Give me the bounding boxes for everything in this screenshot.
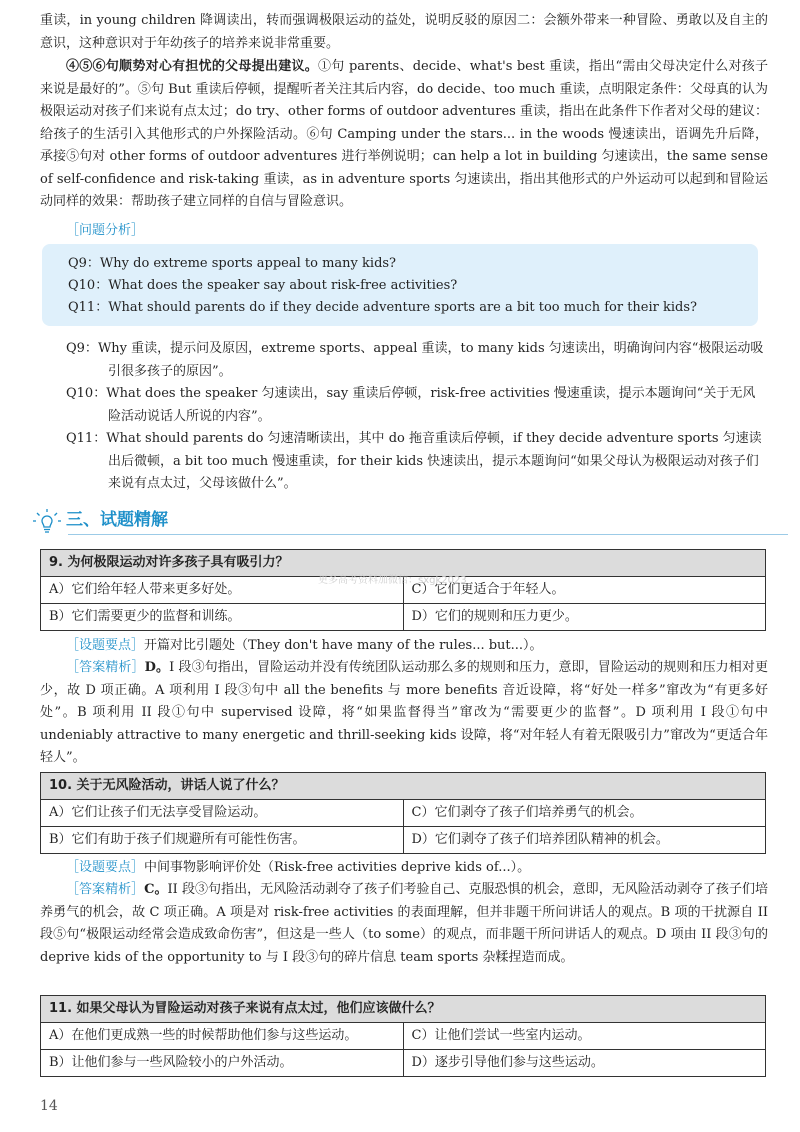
q9-answer-letter: D。 [144, 660, 170, 675]
q11-option-a: A）在他们更成熟一些的时候帮助他们参与这些运动。 [41, 1023, 404, 1050]
q10-option-c: C）它们剥夺了孩子们培养勇气的机会。 [403, 800, 766, 827]
analysis-q9 [66, 338, 766, 383]
q10-answer-text: II 段③句指出，无风险活动剥夺了孩子们考验自己、克服恐惧的机会，意即，无风险活动剥夺了孩子们培养勇气的机会，故 C 项正确。A 项是对 risk-free activities 的表面理解，但并非题干所问讲话人的观点。B 项的干扰源自 II 段⑤句“极限运动经常会造成致命伤害”，但这是一些人（to some）的观点，而非题干所问讲话人的观点。D 项由 II 段③句的 deprive kids of the opportunity to 与 I 段③句的碎片信息 team sports 杂糅捏造而成。 [40, 882, 768, 965]
q10-answer-label: ［答案精析］ [66, 882, 145, 897]
q9-key-text: 开篇对比引题处（They don't have many of the rules... but...）。 [144, 638, 543, 653]
lightbulb-icon [32, 508, 62, 534]
intro-lead: ④⑤⑥句顺势对心有担忧的父母提出建议。 [66, 59, 319, 74]
question-q10: Q10：What does the speaker say about risk-free activities? [68, 278, 458, 293]
page-number: 14 [40, 1098, 58, 1114]
q11-question: 11. 如果父母认为冒险运动对孩子来说有点太过，他们应该做什么？ [41, 996, 766, 1023]
analysis-q11-label: Q11： [66, 431, 107, 446]
q10-key-text: 中间事物影响评价处（Risk-free activities deprive kids of...）。 [144, 860, 531, 875]
q9-option-c: C）它们更适合于年轻人。 [403, 577, 766, 604]
question-q9: Q9：Why do extreme sports appeal to many kids? [68, 256, 397, 271]
questions-box [42, 244, 758, 326]
intro-text-1: 重读，in young children 降调读出，转而强调极限运动的益处，说明反驳的原因二：会额外带来一种冒险、勇敢以及自主的意识，这种意识对于年幼孩子的培养来说非常重要。 [40, 13, 768, 51]
q9-answer-text: I 段③句指出，冒险运动并没有传统团队运动那么多的规则和压力，意即，冒险运动的规则和压力相对更少，故 D 项正确。A 项利用 I 段③句中 all the benefits 与 more benefits 音近设障，将“好处一样多”窜改为“有更多好处”。B 项利用 II 段①句中 supervised 设障，将“如果监督得当”窜改为“需要更少的监督”。D 项利用 I 段①句中 undeniably attractive to many energetic and thrill-seeking kids 设障，将“对年轻人有着无限吸引力”窜改为“更适合年轻人”。 [40, 660, 768, 765]
analysis-q9-label: Q9： [66, 341, 98, 356]
question-q11: Q11：What should parents do if they decide adventure sports are a bit too much for their kids? [68, 300, 697, 315]
q9-option-d: D）它们的规则和压力更少。 [403, 604, 766, 631]
q10-key-point [40, 857, 768, 880]
analysis-q11-text: What should parents do 匀速清晰读出，其中 do 拖音重读后停顿，if they decide adventure sports 匀速读出后微顿，a bit too much 慢速重读，for their kids 快速读出，提示本题询问“如果父母认为极限运动对孩子们来说有点太过，父母该做什么”。 [106, 431, 762, 491]
q10-option-b: B）它们有助于孩子们规避所有可能性伤害。 [41, 827, 404, 854]
analysis-label: ［问题分析］ [66, 223, 145, 238]
section-divider [68, 534, 788, 535]
analysis-q10 [66, 383, 766, 428]
q9-option-b: B）它们需要更少的监督和训练。 [41, 604, 404, 631]
analysis-q9-text: Why 重读，提示问及原因，extreme sports、appeal 重读，to many kids 匀速读出，明确询问内容“极限运动吸引很多孩子的原因”。 [97, 341, 764, 379]
q11-option-c: C）让他们尝试一些室内运动。 [403, 1023, 766, 1050]
q11-option-d: D）逐步引导他们参与这些运动。 [403, 1050, 766, 1077]
q10-question: 10. 关于无风险活动，讲话人说了什么？ [41, 773, 766, 800]
q9-key-label: ［设题要点］ [66, 638, 145, 653]
q9-answer-label: ［答案精析］ [66, 660, 145, 675]
analysis-q10-label: Q10： [66, 386, 107, 401]
section-title: 三、试题精解 [66, 510, 168, 530]
q10-key-label: ［设题要点］ [66, 860, 145, 875]
analysis-q11 [66, 428, 766, 496]
q10-option-a: A）它们让孩子们无法享受冒险运动。 [41, 800, 404, 827]
q9-option-a: A）它们给年轻人带来更多好处。 [41, 577, 404, 604]
analysis-q10-text: What does the speaker 匀速读出，say 重读后停顿，risk-free activities 慢速重读，提示本题询问“关于无风险活动说话人所说的内容”。 [106, 386, 756, 424]
q10-answer-letter: C。 [144, 882, 168, 897]
q9-question: 9. 为何极限运动对许多孩子具有吸引力？ [41, 550, 766, 577]
q10-option-d: D）它们剥夺了孩子们培养团队精神的机会。 [403, 827, 766, 854]
q10-answer [40, 879, 768, 969]
q10-table [40, 772, 766, 854]
intro-paragraph-2 [40, 56, 768, 214]
watermark: 更多高考资料加微信：sxgk2023 [318, 575, 467, 586]
q9-key-point [40, 635, 768, 658]
section-header [32, 508, 772, 534]
q11-option-b: B）让他们参与一些风险较小的户外活动。 [41, 1050, 404, 1077]
intro-paragraph-1 [40, 10, 768, 55]
intro-text-2: ①句 parents、decide、what's best 重读，指出“需由父母决定什么对孩子来说是最好的”。⑤句 But 重读后停顿，提醒听者关注其后内容，do decide、too much 重读，点明限定条件：父母真的认为极限运动对孩子们来说有点太过；do try、other forms of outdoor adventures 重读，指出在此条件下作者对父母的建议：给孩子的生活引入其他形式的户外探险活动。⑥句 Camping under the stars... in the woods 慢速读出，语调先升后降，承接⑤句对 other forms of outdoor adventures 进行举例说明；can help a lot in building 匀速读出，the same sense of self-confidence and risk-taking 重读，as in adventure sports 匀速读出，指出其他形式的户外运动可以起到和冒险运动同样的效果：帮助孩子建立同样的自信与冒险意识。 [40, 59, 768, 209]
q9-answer [40, 657, 768, 770]
q11-table [40, 995, 766, 1077]
